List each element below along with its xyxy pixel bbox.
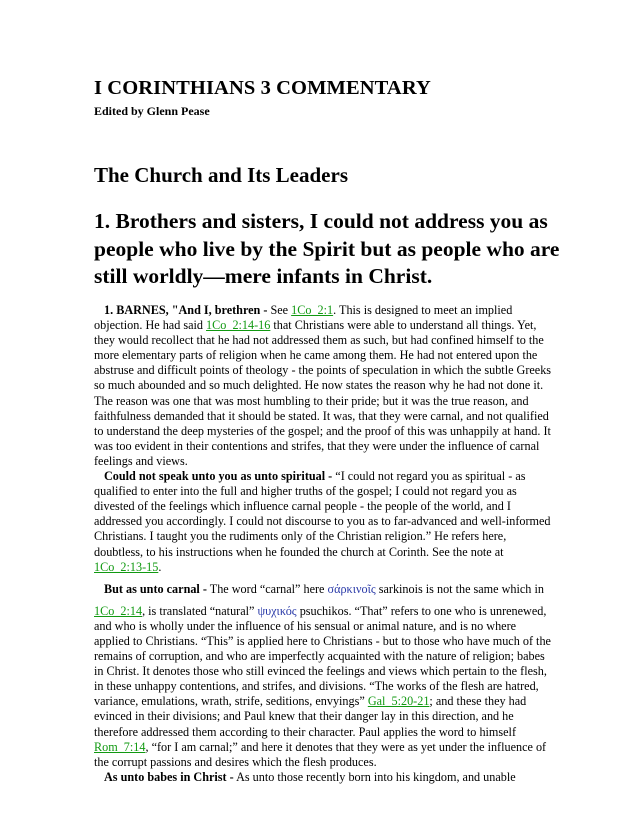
paragraph-text: , is translated “natural” <box>142 603 258 618</box>
verse-heading: 1. Brothers and sisters, I could not address you as people who live by the Spirit but as people who are still worldly—mere infants in Christ. <box>94 209 560 288</box>
paragraph-text: See <box>267 303 292 317</box>
scripture-link[interactable]: 1Co_2:1 <box>291 303 334 317</box>
paragraph-text: is not the same which in <box>422 581 544 596</box>
paragraph-not-spiritual <box>94 469 554 575</box>
section-title: The Church and Its Leaders <box>94 163 348 187</box>
paragraph-text: “I could not regard you as spiritual - as qualified to enter into the full and higher truths of the gospel; I could not regard you as divested of the feelings which influence carnal people - the people of the world, and I addressed you accordingly. I could not discourse to you as to far-advanced and well-informed Christians. I taught you the rudiments only of the Christian religion.” He refers here, doubtless, to his instructions when he founded the church at Corinth. See the note at <box>94 469 551 559</box>
spacer <box>94 575 554 582</box>
paragraph-label: 1. BARNES, "And I, brethren - <box>104 303 268 317</box>
scripture-link[interactable]: 1Co_2:14 <box>94 603 143 618</box>
paragraph-text: , “for I am carnal;” and here it denotes that they were as yet under the influence of the corrupt passions and desires which the flesh produces. <box>94 739 547 769</box>
scripture-link[interactable]: 1Co_2:13-15 <box>94 559 159 574</box>
spacer <box>94 597 554 604</box>
paragraph-label: As unto babes in Christ - <box>104 769 234 784</box>
paragraph-label: Could not speak unto you as unto spiritual - <box>104 469 333 484</box>
paragraph-text: As unto those recently born into his kingdom, and unable <box>233 769 516 784</box>
paragraph-barnes-intro <box>94 303 554 469</box>
greek-word: σάρκινοῖς <box>327 581 376 596</box>
paragraph-babes <box>94 770 554 785</box>
transliteration: sarkinois <box>375 581 423 596</box>
commentary-body <box>94 303 554 785</box>
greek-word: ψυχικός <box>257 603 297 618</box>
document-title: I CORINTHIANS 3 COMMENTARY <box>94 77 431 99</box>
transliteration: psuchikos <box>296 603 349 618</box>
paragraph-text: that Christians were able to understand all things. Yet, they would recollect that he had not addressed them as such, but had confined himself to the more elementary parts of religion when he came among them. He had not entered upon the abstruse and difficult points of theology - the points of speculation in which the subtle Greeks so much abounded and so much delighted. He now states the reason why he had not done it. The reason was one that was most humbling to their pride; but it was the true reason, and faithfulness demanded that it should be stated. It was, that they were carnal, and not qualified to understand the deep mysteries of the gospel; and the proof of this was unhappily at hand. It was too evident in their contentions and strifes, that they were under the influence of carnal feelings and views. <box>94 318 552 468</box>
editor-credit: Edited by Glenn Pease <box>94 104 210 118</box>
paragraph-carnal <box>94 582 554 770</box>
scripture-link[interactable]: 1Co_2:14-16 <box>206 318 271 333</box>
scripture-link[interactable]: Rom_7:14 <box>94 739 146 754</box>
paragraph-label: But as unto carnal - <box>104 581 207 596</box>
paragraph-text: . This is designed to meet an implied objection. He had said <box>94 303 513 333</box>
paragraph-text: . <box>158 559 162 574</box>
scripture-link[interactable]: Gal_5:20-21 <box>367 694 430 709</box>
paragraph-text: . “That” refers to one who is unrenewed, and who is wholly under the influence of his sensual or animal nature, and is no where applied to Christians. “This” is applied here to Christians - but to those who have much of the remains of corruption, and who are imperfectly acquainted with the nature of religion; babes in Christ. It denotes those who still evinced the feelings and views which pertain to the flesh, in these unhappy contentions, and strifes, and divisions. “The works of the flesh are hatred, variance, emulations, wrath, strife, seditions, envyings” <box>94 603 551 709</box>
paragraph-text: The word “carnal” here <box>206 581 328 596</box>
paragraph-text: ; and these they had evinced in their divisions; and Paul knew that their danger lay in this direction, and he therefore addressed them according to their character. Paul applies the word to himself <box>94 694 527 739</box>
